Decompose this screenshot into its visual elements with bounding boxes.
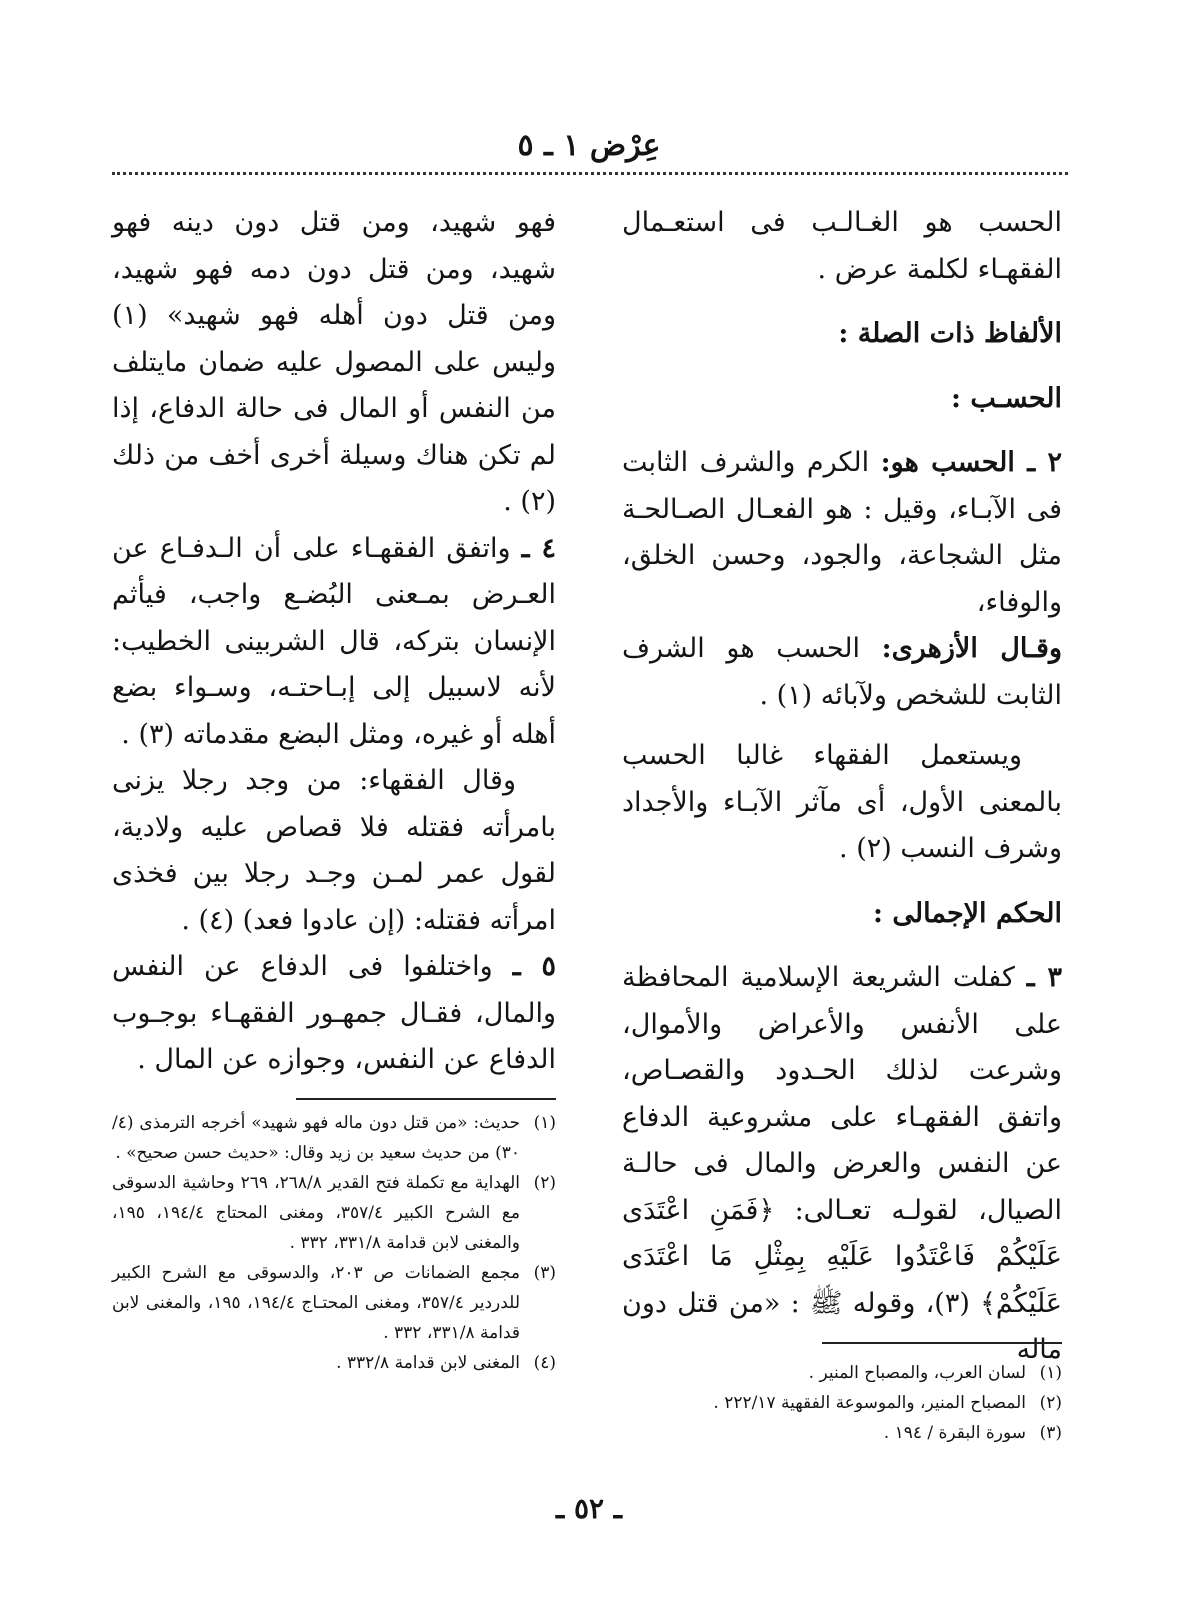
right-paragraph-5 [622, 955, 1062, 1374]
footnote-number: (٣) [533, 1263, 556, 1283]
right-paragraph-3-lead: وقـال الأزهرى: [881, 633, 1062, 664]
heading-related-terms: الألفاظ ذات الصلة : [838, 318, 1062, 349]
footnote-rule-left [296, 1098, 556, 1100]
footnote-number: (٣) [1039, 1423, 1062, 1443]
footnotes-left [112, 1108, 556, 1378]
right-paragraph-2-lead: ٢ ـ الحسب هو: [880, 447, 1062, 478]
footnote-number: (١) [1039, 1363, 1062, 1383]
footnote-text: مجمع الضمانات ص ٢٠٣، والدسوقى مع الشرح الكبير للدردير ٣٥٧/٤، ومغنى المحتـاج ١٩٤/٤، ١٩٥، والمغنى لابن قدامة ٣٣١/٨، ٣٣٢ . [112, 1263, 520, 1343]
footnote-text: المصباح المنير، والموسوعة الفقهية ٢٢٢/١٧ . [713, 1393, 1026, 1413]
header-dotted-rule [112, 172, 1068, 175]
footnote-item [112, 1258, 556, 1348]
left-paragraph-2 [112, 526, 556, 759]
right-paragraph-4: ويستعمل الفقهاء غالبا الحسب بالمعنى الأول، أى مآثر الآبـاء والأجداد وشرف النسب (٢) . [622, 740, 1062, 864]
right-paragraph-5-lead: ٣ ـ [1026, 962, 1063, 993]
heading-general-ruling: الحكم الإجمالى : [873, 897, 1062, 929]
footnote-item [622, 1358, 1062, 1388]
right-paragraph-5-text: كفلت الشريعة الإسلامية المحافظة على الأنفس والأعراض والأموال، وشرعت لذلك الحـدود والقصـاص، واتفق الفقهـاء على مشروعية الدفاع عن النفس والعرض والمال فى حالـة الصيال، لقولـه تعـالى: ﴿فَمَنِ اعْتَدَى عَلَيْكُمْ فَاعْتَدُوا عَلَيْهِ بِمِثْلِ مَا اعْتَدَى عَلَيْكُمْ﴾ (٣)، وقوله ﷺ : «من قتل دون ماله [622, 962, 1062, 1365]
right-paragraph-3 [622, 626, 1062, 719]
page-number: ـ ٥٢ ـ [556, 1492, 622, 1525]
footnote-text: المغنى لابن قدامة ٣٣٢/٨ . [336, 1353, 520, 1373]
footnote-text: سورة البقرة / ١٩٤ . [883, 1423, 1026, 1443]
footnote-text: الهداية مع تكملة فتح القدير ٢٦٨/٨، ٢٦٩ وحاشية الدسوقى مع الشرح الكبير ٣٥٧/٤، ومغنى المحتاج ١٩٤/٤، ١٩٥، والمغنى لابن قدامة ٣٣١/٨، ٣٣٢ . [112, 1173, 520, 1253]
footnote-item [112, 1168, 556, 1258]
footnote-number: (٤) [533, 1353, 556, 1373]
footnote-text: لسان العرب، والمصباح المنير . [808, 1363, 1026, 1383]
footnote-item [112, 1108, 556, 1168]
footnote-number: (١) [533, 1113, 556, 1133]
right-paragraph-2-text: الكرم والشرف الثابت فى الآبـاء، وقيل : هو الفعـال الصـالحـة مثل الشجاعة، والجود، وحسن الخلق، والوفاء، [622, 447, 1062, 618]
right-paragraph-3-text: الحسب هو الشرف الثابت للشخص ولآبائه (١) . [622, 633, 1062, 711]
left-paragraph-3: وقال الفقهاء: من وجد رجلا يزنى بامرأته فقتله فلا قصاص عليه ولادية، لقول عمر لمـن وجـد رجلا بين فخذى امرأته فقتله: (إن عادوا فعد) (٤) . [112, 765, 556, 936]
left-paragraph-1: فهو شهيد، ومن قتل دون دينه فهو شهيد، ومن قتل دون دمه فهو شهيد، ومن قتل دون أهله فهو شهيد» (١) وليس على المصول عليه ضمان مايتلف من النفس أو المال فى حالة الدفاع، إذا لم تكن هناك وسيلة أخرى أخف من ذلك (٢) . [112, 207, 556, 517]
left-paragraph-2-text: واتفق الفقهـاء على أن الـدفـاع عن العـرض بمـعنى البُضـع واجب، فيأثم الإنسان بتركه، قال الشربينى الخطيب: لأنه لاسبيل إلى إبـاحتـه، وسـواء بضع أهله أو غيره، ومثل البضع مقدماته (٣) . [112, 532, 556, 750]
footnote-text: حديث: «من قتل دون ماله فهو شهيد» أخرجه الترمذى (٤/ ٣٠) من حديث سعيد بن زيد وقال: «حديث حسن صحيح» . [112, 1113, 520, 1163]
right-column [622, 200, 1062, 1374]
footnote-item [622, 1418, 1062, 1448]
left-paragraph-4-lead: ٥ ـ [512, 951, 557, 982]
page-header-title: عِرْض ١ ـ ٥ [517, 128, 661, 163]
footnote-number: (٢) [533, 1173, 556, 1193]
footnote-rule-right [822, 1342, 1062, 1344]
footnotes-right [622, 1358, 1062, 1448]
heading-hasab: الحسـب : [950, 382, 1062, 414]
left-paragraph-2-lead: ٤ ـ [521, 532, 556, 564]
left-paragraph-4-text: واختلفوا فى الدفاع عن النفس والمال، فقـال جمهـور الفقهـاء بوجـوب الدفاع عن النفس، وجوازه عن المال . [112, 951, 556, 1075]
left-paragraph-4 [112, 944, 556, 1084]
footnote-item [622, 1388, 1062, 1418]
left-column [112, 200, 556, 1084]
right-paragraph-1: الحسب هو الغـالـب فى استعـمال الفقهـاء لكلمة عرض . [622, 207, 1062, 285]
footnote-item [112, 1348, 556, 1378]
right-paragraph-2 [622, 440, 1062, 626]
footnote-number: (٢) [1039, 1393, 1062, 1413]
